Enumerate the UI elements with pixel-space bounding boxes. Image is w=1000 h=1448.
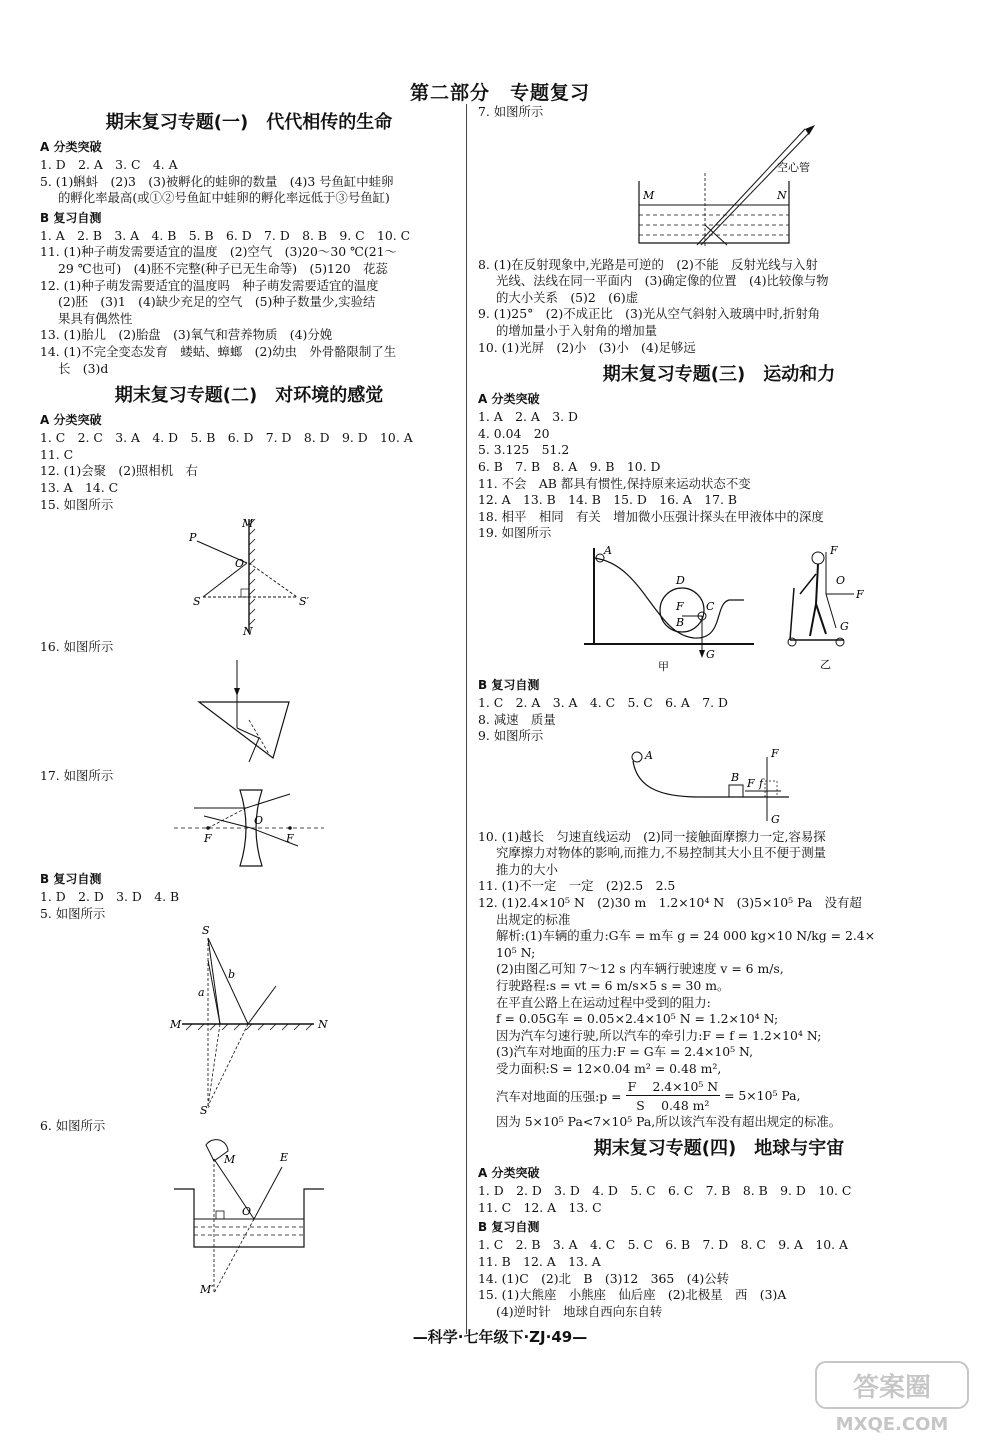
answer-line: 5. 如图所示 bbox=[40, 905, 106, 921]
answer-line: 4. 0.04 20 bbox=[478, 425, 550, 441]
answer-line: 1. D 2. A 3. C 4. A bbox=[40, 157, 178, 172]
fig-label: O bbox=[836, 573, 846, 587]
answer-line: 5. 3.125 51.2 bbox=[478, 442, 570, 458]
answer-line: 1. C 2. B 3. A 4. C 5. C 6. B 7. D 8. C 9. A 10. A bbox=[478, 1237, 848, 1253]
section-title-4: 期末复习专题(四) 地球与宇宙 bbox=[593, 1138, 845, 1160]
fig-label: N bbox=[243, 625, 253, 638]
fig-label: N bbox=[777, 188, 787, 202]
fig-label: A bbox=[604, 543, 612, 557]
watermark-logo bbox=[812, 1358, 972, 1438]
fig-label: O bbox=[235, 557, 245, 571]
answer-line: 12. (1)2.4×10⁵ N (2)30 m 1.2×10⁴ N (3)5×10⁵ Pa 没有超 bbox=[478, 895, 862, 911]
figure-slope-block bbox=[619, 747, 819, 827]
fig-label: M bbox=[224, 1153, 236, 1167]
answer-line: 17. 如图所示 bbox=[40, 767, 114, 783]
answer-line: 1. C 2. A 3. A 4. C 5. C 6. A 7. D bbox=[478, 694, 728, 710]
formula-result: = 5×10⁵ Pa, bbox=[724, 1088, 801, 1104]
answer-line: 9. 如图所示 bbox=[478, 728, 544, 744]
fig-label: C bbox=[706, 599, 715, 613]
answer-line: 14. (1)不完全变态发育 蝼蛄、蟑螂 (2)幼虫 外骨骼限制了生 bbox=[40, 343, 397, 359]
pressure-formula bbox=[478, 1078, 960, 1114]
answer-line: 果具有偶然性 bbox=[58, 310, 133, 326]
answer-line: 1. A 2. A 3. D bbox=[478, 409, 578, 425]
subsection-label: B 复习自测 bbox=[478, 1220, 540, 1235]
watermark-text: 答案圈 bbox=[852, 1373, 932, 1403]
fig-label: F bbox=[830, 543, 838, 557]
fig-label: b bbox=[228, 968, 236, 982]
fig-label: M bbox=[643, 188, 655, 202]
subsection-label: B 复习自测 bbox=[40, 210, 102, 225]
section-title-2: 期末复习专题(二) 对环境的感觉 bbox=[114, 385, 384, 407]
section-title-3: 期末复习专题(三) 运动和力 bbox=[602, 364, 836, 386]
explanation-line: (3)汽车对地面的压力:F = G车 = 2.4×10⁵ N, bbox=[496, 1044, 754, 1060]
answer-line: 的大小关系 (5)2 (6)虚 bbox=[496, 289, 639, 305]
fig-label: S bbox=[193, 595, 201, 609]
answer-line: 12. (1)种子萌发需要适宜的温度吗 种子萌发需要适宜的温度 bbox=[40, 277, 379, 293]
answer-line: 15. (1)大熊座 小熊座 仙后座 (2)北极星 西 (3)A bbox=[478, 1287, 787, 1303]
fig-label: 甲 bbox=[658, 659, 669, 673]
answer-line: 11. C bbox=[40, 446, 74, 462]
fig-label: a bbox=[198, 986, 205, 1000]
fig-label: f bbox=[759, 776, 764, 790]
answer-line: 12. (1)会聚 (2)照相机 右 bbox=[40, 463, 198, 479]
answer-line: 13. A 14. C bbox=[40, 479, 119, 495]
answer-line: 18. 相平 相同 有关 增加微小压强计探头在甲液体中的深度 bbox=[478, 508, 824, 524]
fig-label: S′ bbox=[299, 595, 310, 609]
explanation-line: f = 0.05G车 = 0.05×2.4×10⁵ N = 1.2×10⁴ N; bbox=[496, 1011, 779, 1027]
page-title: 第二部分 专题复习 bbox=[409, 82, 590, 104]
column-divider bbox=[466, 104, 467, 1334]
subsection-label: A 分类突破 bbox=[40, 413, 102, 428]
fig-label: F bbox=[286, 832, 294, 846]
answer-line: 1. A 2. B 3. A 4. B 5. B 6. D 7. D 8. B 9. C 10. C bbox=[40, 227, 411, 243]
fig-label: F bbox=[204, 832, 212, 846]
fig-label: A bbox=[645, 748, 653, 762]
fig-label: B bbox=[731, 770, 740, 784]
answer-line: 光线、法线在同一平面内 (3)确定像的位置 (4)比较像与物 bbox=[496, 273, 829, 289]
fig-label: M′ bbox=[200, 1283, 214, 1297]
explanation-line: 行驶路程:s = vt = 6 m/s×5 s = 30 m。 bbox=[496, 978, 730, 994]
answer-line: 的增加量小于入射角的增加量 bbox=[496, 322, 658, 338]
fig-label: M bbox=[170, 1018, 182, 1032]
answer-line: 11. 不会 AB 都具有惯性,保持原来运动状态不变 bbox=[478, 475, 751, 491]
figure-concave-lens bbox=[174, 786, 324, 868]
subsection-label: A 分类突破 bbox=[478, 1166, 540, 1181]
fig-label: S bbox=[202, 924, 210, 938]
answer-line: 11. (1)种子萌发需要适宜的温度 (2)空气 (3)20～30 ℃(21～ bbox=[40, 244, 397, 260]
subsection-label: A 分类突破 bbox=[40, 140, 102, 154]
answer-line: 6. B 7. B 8. A 9. B 10. D bbox=[478, 458, 661, 474]
fig-label: F bbox=[676, 599, 684, 613]
formula-fraction bbox=[626, 1077, 721, 1114]
fig-label: G bbox=[840, 619, 849, 633]
explanation-line: (2)由图乙可知 7～12 s 内车辆行驶速度 v = 6 m/s, bbox=[496, 961, 784, 977]
answer-line: 7. 如图所示 bbox=[478, 104, 544, 119]
fig-label: G bbox=[771, 812, 780, 826]
page-footer: —科学·七年级下·ZJ·49— bbox=[412, 1328, 588, 1346]
explanation-line: 解析:(1)车辆的重力:G车 = m车 g = 24 000 kg×10 N/kg = 2.4× bbox=[496, 928, 876, 944]
answer-line: 1. C 2. C 3. A 4. D 5. B 6. D 7. D 8. D 9. D 10. A bbox=[40, 430, 413, 446]
fraction-numerator: F 2.4×10⁵ N bbox=[627, 1079, 719, 1095]
figure-loop-track-scooter bbox=[554, 544, 884, 674]
fig-label: O bbox=[242, 1205, 252, 1219]
answer-line: 15. 如图所示 bbox=[40, 496, 114, 512]
figure-hollow-tube bbox=[609, 123, 829, 255]
answer-line: 11. B 12. A 13. A bbox=[478, 1253, 601, 1269]
figure-mirror-image bbox=[164, 924, 334, 1116]
fig-label: F bbox=[856, 587, 864, 601]
fig-label: 乙 bbox=[820, 657, 831, 671]
answer-line: (4)逆时针 地球自西向东自转 bbox=[496, 1303, 663, 1319]
fig-label: M bbox=[242, 517, 254, 531]
answer-line: 11. (1)不一定 一定 (2)2.5 2.5 bbox=[478, 878, 676, 894]
explanation-line: 因为 5×10⁵ Pa<7×10⁵ Pa,所以该汽车没有超出规定的标准。 bbox=[496, 1113, 842, 1129]
subsection-label: B 复习自测 bbox=[40, 872, 102, 887]
fig-label: 空心管 bbox=[777, 160, 810, 174]
left-column bbox=[40, 104, 458, 1299]
explanation-line: 受力面积:S = 12×0.04 m² = 0.48 m², bbox=[496, 1061, 722, 1076]
explanation-line: 因为汽车匀速行驶,所以汽车的牵引力:F = f = 1.2×10⁴ N; bbox=[496, 1027, 822, 1043]
answer-line: 8. 减速 质量 bbox=[478, 711, 556, 727]
answer-line: 14. (1)C (2)北 B (3)12 365 (4)公转 bbox=[478, 1270, 729, 1286]
fraction-denominator: S 0.48 m² bbox=[636, 1098, 710, 1114]
figure-prism bbox=[189, 658, 309, 766]
answer-line: 16. 如图所示 bbox=[40, 639, 114, 655]
fig-label: S′ bbox=[200, 1104, 211, 1117]
answer-line: 推力的大小 bbox=[496, 861, 558, 877]
section-title-1: 期末复习专题(一) 代代相传的生命 bbox=[105, 112, 393, 133]
answer-line: 10. (1)光屏 (2)小 (3)小 (4)足够远 bbox=[478, 339, 696, 355]
fig-label: N bbox=[318, 1018, 328, 1032]
answer-line: 10. (1)越长 匀速直线运动 (2)同一接触面摩擦力一定,容易探 bbox=[478, 828, 826, 844]
fig-label: D bbox=[676, 573, 685, 587]
answer-line: 11. C 12. A 13. C bbox=[478, 1199, 602, 1215]
explanation-line: 在平直公路上在运动过程中受到的阻力: bbox=[496, 994, 711, 1010]
answer-line: (2)胚 (3)1 (4)缺少充足的空气 (5)种子数量少,实验结 bbox=[58, 294, 376, 310]
answer-line: 5. (1)蝌蚪 (2)3 (3)被孵化的蛙卵的数量 (4)3 号鱼缸中蛙卵 bbox=[40, 173, 394, 189]
watermark-url: MXQE.COM bbox=[835, 1414, 949, 1435]
answer-line: 13. (1)胎儿 (2)胎盘 (3)氧气和营养物质 (4)分娩 bbox=[40, 327, 333, 343]
fig-label: G bbox=[706, 647, 715, 661]
fig-label: P bbox=[189, 531, 197, 545]
answer-line: 长 (3)d bbox=[58, 360, 109, 376]
answer-line: 1. D 2. D 3. D 4. B bbox=[40, 889, 180, 905]
answer-line: 究摩擦力对物体的影响,而推力,不易控制其大小且不便于测量 bbox=[496, 845, 827, 861]
figure-plane-mirror bbox=[169, 515, 329, 637]
answer-line: 出规定的标准 bbox=[496, 911, 571, 927]
formula-lead: 汽车对地面的压强:p = bbox=[496, 1088, 622, 1104]
answer-line: 9. (1)25° (2)不成正比 (3)光从空气斜射入玻璃中时,折射角 bbox=[478, 306, 821, 322]
subsection-label: B 复习自测 bbox=[478, 677, 540, 692]
answer-line: 的孵化率最高(或①②号鱼缸中蛙卵的孵化率远低于③号鱼缸) bbox=[58, 190, 390, 206]
right-column bbox=[478, 104, 960, 1320]
answer-line: 12. A 13. B 14. B 15. D 16. A 17. B bbox=[478, 492, 737, 508]
fig-label: F bbox=[771, 746, 779, 760]
answer-line: 1. D 2. D 3. D 4. D 5. C 6. C 7. B 8. B 9. D 10. C bbox=[478, 1183, 852, 1199]
answer-line: 29 ℃也可) (4)胚不完整(种子已无生命等) (5)120 花蕊 bbox=[58, 260, 388, 276]
answer-line: 19. 如图所示 bbox=[478, 525, 552, 541]
answer-line: 8. (1)在反射现象中,光路是可逆的 (2)不能 反射光线与入射 bbox=[478, 256, 818, 272]
answer-line: 6. 如图所示 bbox=[40, 1118, 106, 1134]
explanation-line: 10⁵ N; bbox=[496, 944, 536, 960]
fig-label: E bbox=[280, 1151, 289, 1165]
subsection-label: A 分类突破 bbox=[478, 392, 540, 407]
fig-label: O bbox=[254, 814, 264, 828]
fig-label: F bbox=[747, 776, 755, 790]
figure-water-tank bbox=[164, 1137, 334, 1297]
fig-label: B bbox=[676, 615, 685, 629]
